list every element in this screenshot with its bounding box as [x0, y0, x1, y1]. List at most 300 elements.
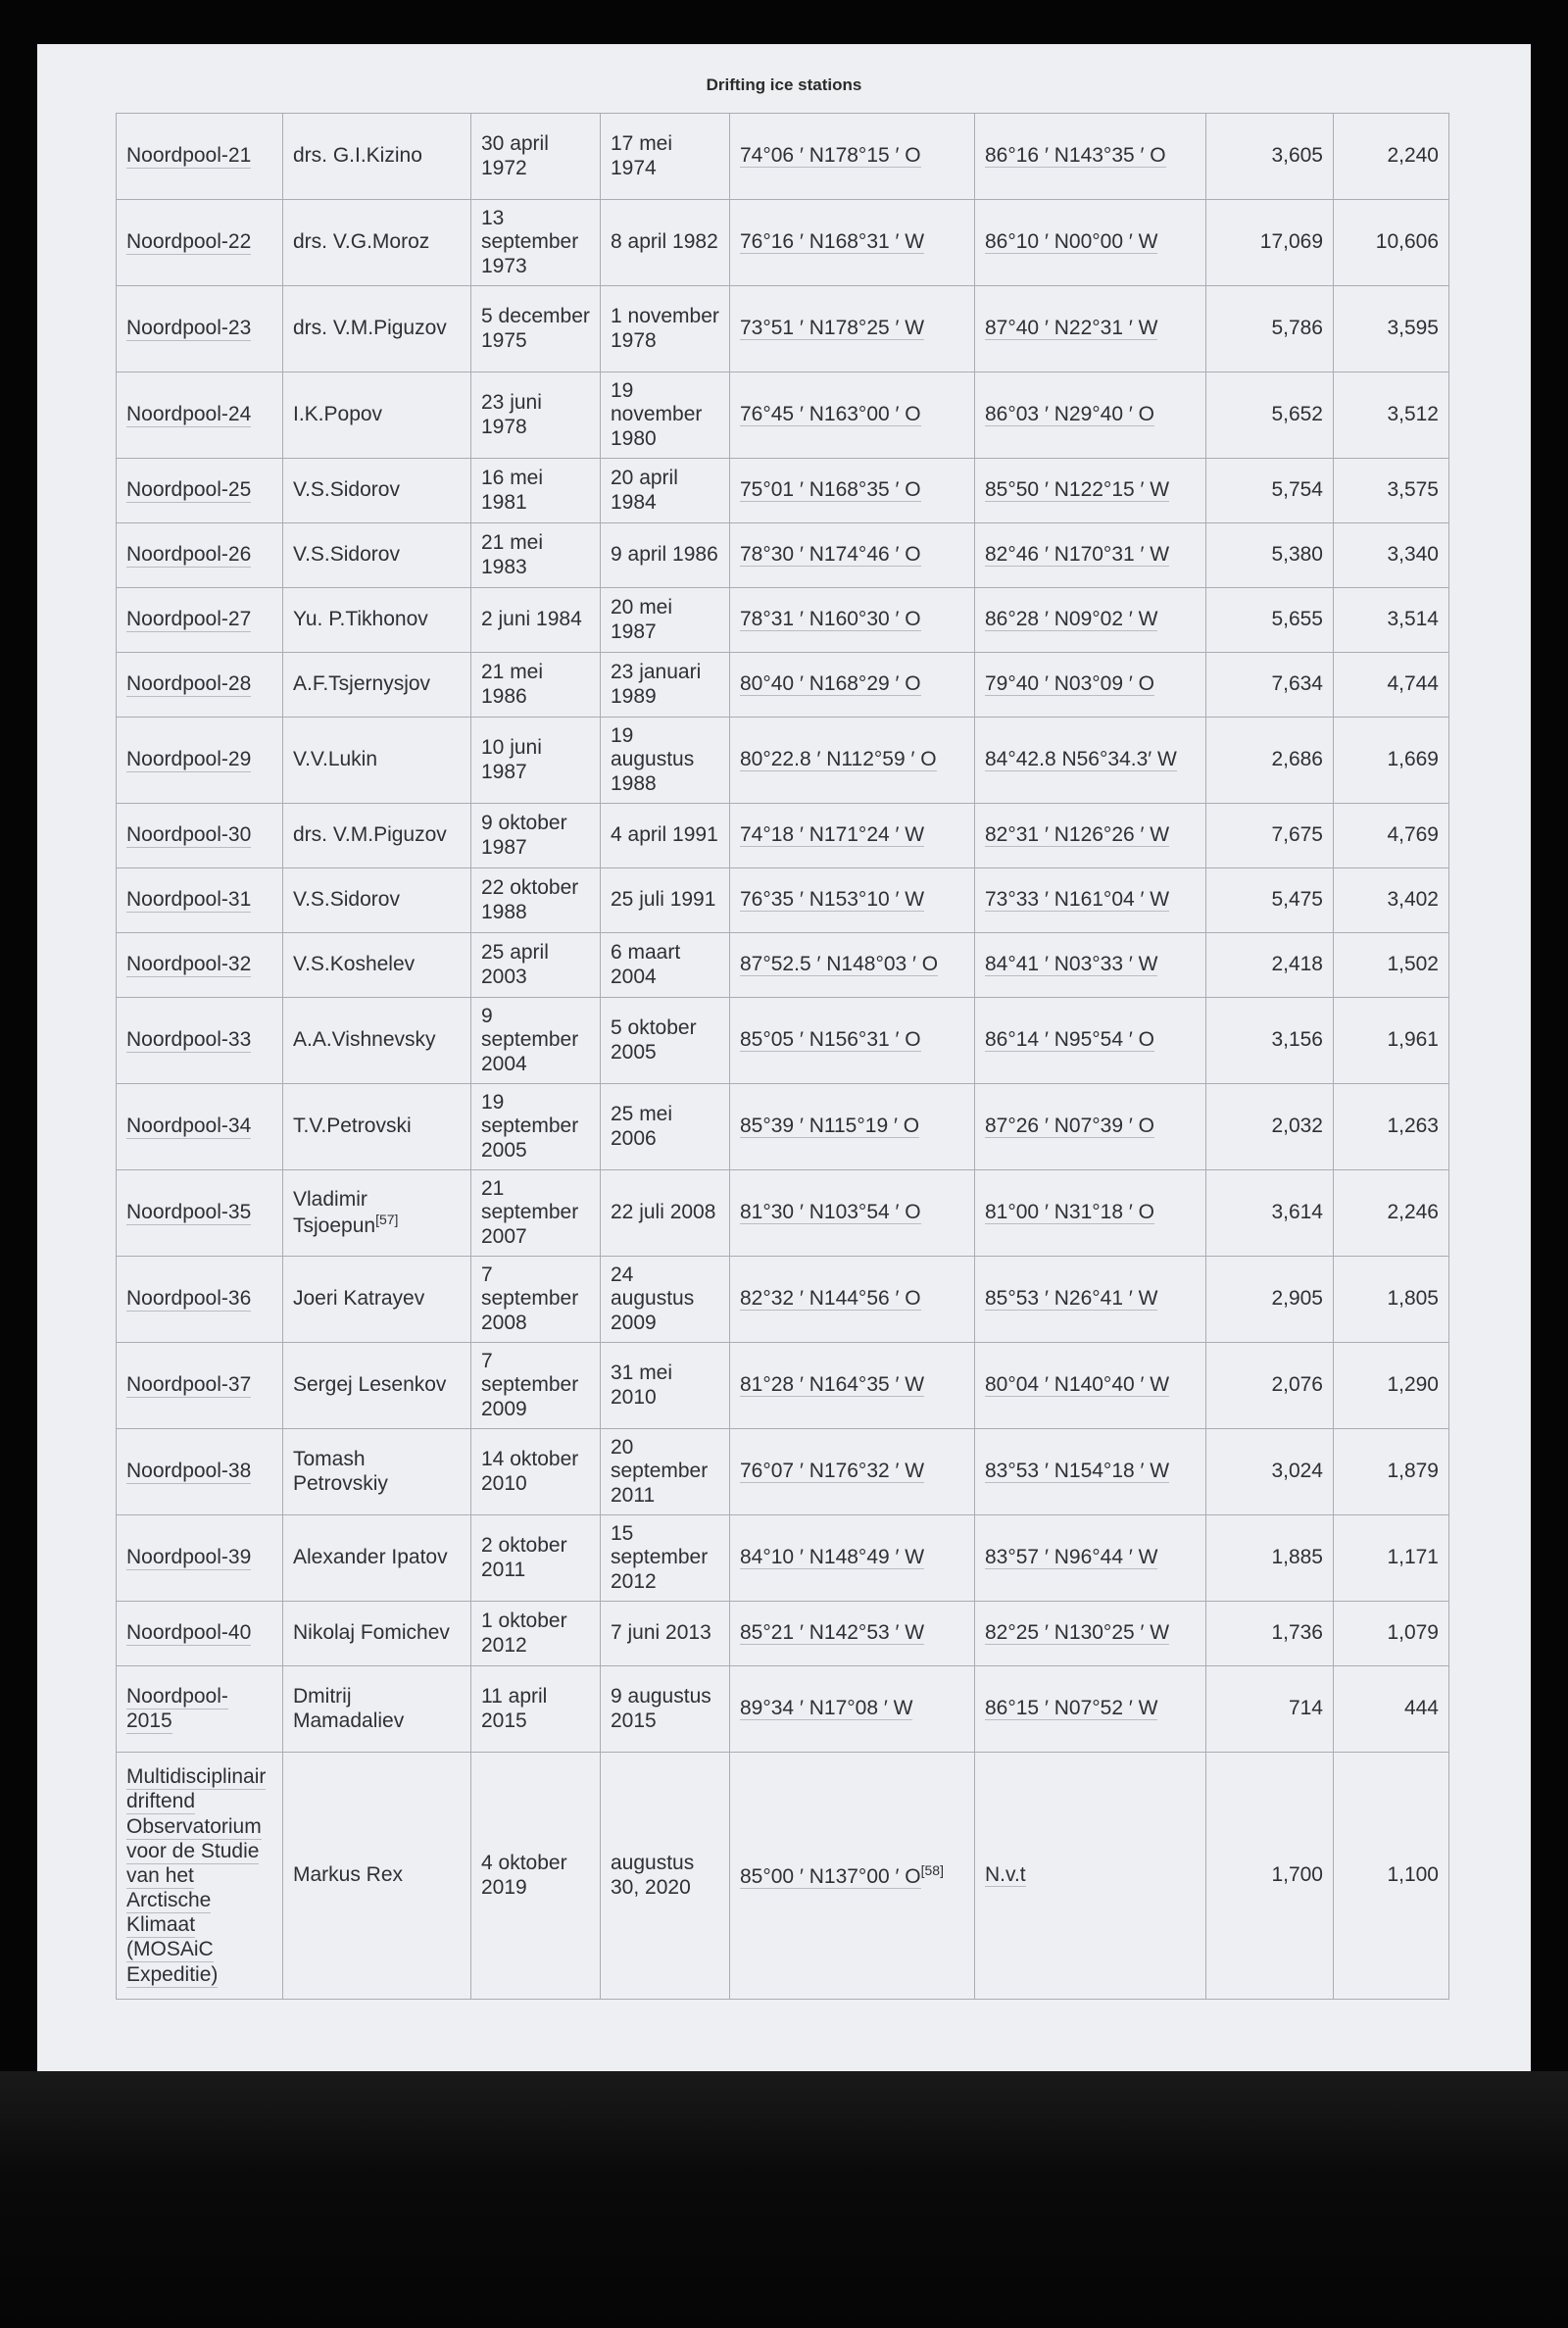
start-position-cell	[730, 1170, 975, 1257]
end-position-link[interactable]: 84°42.8 N56°34.3′ W	[985, 748, 1177, 771]
start-date-cell: 25 april 2003	[481, 941, 549, 988]
start-position-cell	[730, 523, 975, 588]
start-position-link[interactable]: 76°35 ′ N153°10 ′ W	[740, 888, 925, 912]
station-name-cell	[117, 804, 283, 868]
end-date-cell: 23 januari 1989	[611, 661, 702, 708]
station-name-cell	[117, 1602, 283, 1666]
start-position-link[interactable]: 76°07 ′ N176°32 ′ W	[740, 1460, 925, 1483]
leader-cell	[283, 1257, 471, 1343]
end-position-link[interactable]: 87°40 ′ N22°31 ′ W	[985, 317, 1158, 340]
station-name-cell	[117, 998, 283, 1084]
end-position-cell	[975, 1515, 1206, 1602]
leader-cell	[283, 459, 471, 523]
end-date-cell	[601, 200, 730, 286]
end-position-link[interactable]: 83°57 ′ N96°44 ′ W	[985, 1546, 1158, 1569]
end-date-cell	[601, 1343, 730, 1429]
distance-mi-cell	[1334, 868, 1449, 933]
station-name-cell	[117, 933, 283, 998]
distance-km-cell	[1206, 523, 1334, 588]
start-date-cell: 19 september 2005	[481, 1091, 579, 1162]
end-position-link[interactable]: 86°10 ′ N00°00 ′ W	[985, 230, 1158, 254]
end-position-link[interactable]: N.v.t	[985, 1863, 1026, 1887]
end-position-cell	[975, 1084, 1206, 1170]
start-position-cell	[730, 114, 975, 200]
start-position-cell	[730, 933, 975, 998]
leader-cell: V.V.Lukin	[293, 748, 378, 771]
leader-cell: drs. V.M.Piguzov	[293, 317, 447, 340]
distance-mi-cell: 1,171	[1387, 1546, 1439, 1569]
start-date-cell: 30 april 1972	[481, 132, 549, 179]
end-position-cell	[975, 868, 1206, 933]
leader-cell	[283, 1753, 471, 2000]
start-date-cell	[471, 459, 601, 523]
start-position-link[interactable]: 78°31 ′ N160°30 ′ O	[740, 608, 921, 631]
leader-cell	[283, 1602, 471, 1666]
station-name-cell	[117, 653, 283, 718]
start-date-cell: 21 mei 1986	[481, 661, 544, 708]
distance-km-cell	[1206, 1515, 1334, 1602]
leader-cell	[283, 1666, 471, 1753]
end-position-link[interactable]: 82°25 ′ N130°25 ′ W	[985, 1621, 1170, 1645]
leader-cell: I.K.Popov	[293, 403, 383, 426]
start-date-cell: 4 oktober 2019	[481, 1852, 567, 1899]
leader-cell	[283, 1084, 471, 1170]
table-row	[117, 1515, 1449, 1602]
distance-km-cell: 2,076	[1271, 1373, 1323, 1397]
distance-km-cell: 5,655	[1271, 608, 1323, 631]
distance-km-cell	[1206, 1343, 1334, 1429]
leader-cell: V.S.Sidorov	[293, 543, 400, 567]
station-name-cell	[117, 1343, 283, 1429]
start-position-link[interactable]: 85°39 ′ N115°19 ′ O	[740, 1114, 920, 1138]
start-date-cell: 16 mei 1981	[481, 467, 544, 514]
start-position-link[interactable]: 76°45 ′ N163°00 ′ O	[740, 403, 921, 426]
leader-cell	[283, 1170, 471, 1257]
distance-mi-cell: 3,514	[1387, 608, 1439, 631]
leader-cell	[283, 1343, 471, 1429]
start-position-link[interactable]: 87°52.5 ′ N148°03 ′ O	[740, 953, 939, 976]
leader-cell: A.A.Vishnevsky	[293, 1028, 436, 1052]
leader-cell: Markus Rex	[293, 1863, 404, 1887]
start-position-cell	[730, 868, 975, 933]
leader-cell: Yu. P.Tikhonov	[293, 608, 428, 631]
table-row	[117, 286, 1449, 372]
station-name-cell	[117, 1084, 283, 1170]
leader-cell	[283, 588, 471, 653]
distance-mi-cell	[1334, 114, 1449, 200]
start-position-link[interactable]: 89°34 ′ N17°08 ′ W	[740, 1697, 913, 1720]
end-position-link[interactable]: 87°26 ′ N07°39 ′ O	[985, 1114, 1154, 1138]
leader-cell	[283, 653, 471, 718]
distance-mi-cell	[1334, 804, 1449, 868]
start-date-cell	[471, 372, 601, 459]
distance-mi-cell: 2,240	[1387, 144, 1439, 168]
distance-mi-cell: 1,502	[1387, 953, 1439, 976]
distance-mi-cell	[1334, 1084, 1449, 1170]
start-date-cell	[471, 1429, 601, 1515]
table-row	[117, 114, 1449, 200]
distance-km-cell: 3,605	[1271, 144, 1323, 168]
station-name-cell	[117, 1515, 283, 1602]
start-position-link[interactable]: 74°18 ′ N171°24 ′ W	[740, 823, 925, 847]
distance-mi-cell: 4,744	[1387, 672, 1439, 696]
start-date-cell	[471, 1343, 601, 1429]
distance-km-cell	[1206, 1170, 1334, 1257]
start-date-cell	[471, 1170, 601, 1257]
end-position-cell	[975, 933, 1206, 998]
start-date-cell: 2 juni 1984	[481, 608, 582, 631]
end-date-cell	[601, 1429, 730, 1515]
end-position-link[interactable]: 80°04 ′ N140°40 ′ W	[985, 1373, 1170, 1397]
distance-km-cell: 5,786	[1271, 317, 1323, 340]
distance-km-cell	[1206, 804, 1334, 868]
start-position-cell	[730, 1429, 975, 1515]
start-position-cell	[730, 588, 975, 653]
end-date-cell	[601, 114, 730, 200]
start-date-cell	[471, 286, 601, 372]
station-name-cell	[117, 718, 283, 804]
end-date-cell: 9 april 1986	[611, 543, 718, 567]
end-position-link[interactable]: 82°46 ′ N170°31 ′ W	[985, 543, 1170, 567]
distance-km-cell: 5,754	[1271, 478, 1323, 502]
start-position-cell	[730, 653, 975, 718]
start-date-cell: 7 september 2008	[481, 1263, 579, 1334]
distance-km-cell	[1206, 718, 1334, 804]
start-position-link[interactable]: 85°05 ′ N156°31 ′ O	[740, 1028, 921, 1052]
distance-mi-cell: 1,805	[1387, 1287, 1439, 1311]
end-position-link[interactable]: 86°28 ′ N09°02 ′ W	[985, 608, 1158, 631]
end-position-cell	[975, 372, 1206, 459]
distance-mi-cell: 10,606	[1375, 230, 1439, 254]
start-date-cell	[471, 1666, 601, 1753]
station-name-link[interactable]: Noordpool-33	[126, 1028, 252, 1052]
distance-km-cell: 7,634	[1271, 672, 1323, 696]
distance-mi-cell	[1334, 1515, 1449, 1602]
distance-km-cell: 1,700	[1271, 1863, 1323, 1887]
reference-link[interactable]: [58]	[920, 1861, 944, 1878]
station-name-link[interactable]: Noordpool-24	[126, 403, 252, 426]
start-date-cell	[471, 653, 601, 718]
table-row	[117, 372, 1449, 459]
end-position-cell	[975, 1602, 1206, 1666]
station-name-cell	[117, 1666, 283, 1753]
table-row	[117, 1753, 1449, 2000]
station-name-link[interactable]: Noordpool-35	[126, 1201, 252, 1224]
leader-cell: Vladimir Tsjoepun	[293, 1187, 376, 1237]
start-position-link[interactable]: 74°06 ′ N178°15 ′ O	[740, 144, 921, 168]
start-position-link[interactable]: 80°22.8 ′ N112°59 ′ O	[740, 748, 937, 771]
distance-km-cell: 3,024	[1271, 1460, 1323, 1483]
distance-mi-cell: 3,575	[1387, 478, 1439, 502]
station-name-link[interactable]: Noordpool-37	[126, 1373, 252, 1397]
start-position-link[interactable]: 75°01 ′ N168°35 ′ O	[740, 478, 921, 502]
distance-km-cell	[1206, 459, 1334, 523]
distance-mi-cell	[1334, 933, 1449, 998]
station-name-cell	[117, 1257, 283, 1343]
station-name-link[interactable]: Noordpool-27	[126, 608, 252, 631]
end-position-cell	[975, 1666, 1206, 1753]
distance-km-cell	[1206, 286, 1334, 372]
distance-mi-cell	[1334, 998, 1449, 1084]
distance-mi-cell	[1334, 372, 1449, 459]
distance-mi-cell	[1334, 653, 1449, 718]
start-position-link[interactable]: 80°40 ′ N168°29 ′ O	[740, 672, 921, 696]
distance-mi-cell	[1334, 286, 1449, 372]
station-name-cell	[117, 114, 283, 200]
start-position-cell	[730, 459, 975, 523]
end-date-cell	[601, 653, 730, 718]
distance-km-cell: 2,686	[1271, 748, 1323, 771]
table-row	[117, 1666, 1449, 1753]
distance-km-cell	[1206, 998, 1334, 1084]
distance-mi-cell: 3,402	[1387, 888, 1439, 912]
leader-cell: Nikolaj Fomichev	[293, 1621, 450, 1645]
start-position-cell	[730, 200, 975, 286]
distance-mi-cell: 2,246	[1387, 1201, 1439, 1224]
station-name-link[interactable]: Noordpool-23	[126, 317, 252, 340]
leader-cell	[283, 804, 471, 868]
end-position-link[interactable]: 85°53 ′ N26°41 ′ W	[985, 1287, 1158, 1311]
end-date-cell	[601, 998, 730, 1084]
start-date-cell: 11 april 2015	[481, 1685, 548, 1732]
station-name-link[interactable]: Noordpool-38	[126, 1460, 252, 1483]
end-date-cell	[601, 588, 730, 653]
distance-km-cell	[1206, 1429, 1334, 1515]
start-position-link[interactable]: 82°32 ′ N144°56 ′ O	[740, 1287, 921, 1311]
end-date-cell: 22 juli 2008	[611, 1201, 716, 1224]
distance-mi-cell: 3,340	[1387, 543, 1439, 567]
table-row	[117, 1429, 1449, 1515]
distance-km-cell	[1206, 868, 1334, 933]
start-position-link[interactable]: 78°30 ′ N174°46 ′ O	[740, 543, 921, 567]
start-date-cell: 21 mei 1983	[481, 531, 544, 578]
leader-cell: Sergej Lesenkov	[293, 1373, 447, 1397]
distance-km-cell: 5,475	[1271, 888, 1323, 912]
end-date-cell	[601, 1084, 730, 1170]
end-position-link[interactable]: 86°16 ′ N143°35 ′ O	[985, 144, 1166, 168]
end-position-cell	[975, 998, 1206, 1084]
station-name-link[interactable]: Noordpool-22	[126, 230, 252, 254]
table-row	[117, 653, 1449, 718]
leader-cell	[283, 286, 471, 372]
end-position-link[interactable]: 82°31 ′ N126°26 ′ W	[985, 823, 1170, 847]
distance-mi-cell: 1,263	[1387, 1114, 1439, 1138]
leader-cell	[283, 523, 471, 588]
end-position-link[interactable]: 86°15 ′ N07°52 ′ W	[985, 1697, 1158, 1720]
table-row	[117, 200, 1449, 286]
distance-mi-cell	[1334, 1753, 1449, 2000]
distance-mi-cell: 3,595	[1387, 317, 1439, 340]
start-position-link[interactable]: 84°10 ′ N148°49 ′ W	[740, 1546, 925, 1569]
end-date-cell	[601, 1753, 730, 2000]
station-name-cell	[117, 372, 283, 459]
station-name-link[interactable]: Noordpool-32	[126, 953, 252, 976]
end-date-cell	[601, 1170, 730, 1257]
leader-cell	[283, 868, 471, 933]
station-name-link[interactable]: Noordpool-25	[126, 478, 252, 502]
distance-mi-cell: 1,669	[1387, 748, 1439, 771]
end-date-cell: 25 juli 1991	[611, 888, 716, 912]
start-date-cell	[471, 1602, 601, 1666]
start-date-cell	[471, 114, 601, 200]
station-name-link[interactable]: Noordpool-29	[126, 748, 252, 771]
end-position-link[interactable]: 85°50 ′ N122°15 ′ W	[985, 478, 1170, 502]
end-date-cell: 15 september 2012	[611, 1522, 709, 1593]
leader-cell: V.S.Sidorov	[293, 888, 400, 912]
end-position-cell	[975, 588, 1206, 653]
station-name-cell	[117, 1429, 283, 1515]
table-row	[117, 1343, 1449, 1429]
station-name-cell	[117, 1170, 283, 1257]
distance-mi-cell: 1,079	[1387, 1621, 1439, 1645]
distance-mi-cell	[1334, 588, 1449, 653]
end-date-cell: 5 oktober 2005	[611, 1016, 697, 1064]
end-position-cell	[975, 653, 1206, 718]
end-date-cell: 4 april 1991	[611, 823, 718, 847]
end-position-link[interactable]: 86°03 ′ N29°40 ′ O	[985, 403, 1154, 426]
station-name-link[interactable]: Noordpool-39	[126, 1546, 252, 1569]
distance-mi-cell	[1334, 1429, 1449, 1515]
distance-km-cell: 17,069	[1259, 230, 1323, 254]
leader-cell	[283, 114, 471, 200]
end-date-cell: 8 april 1982	[611, 230, 718, 254]
station-name-link[interactable]: Noordpool-28	[126, 672, 252, 696]
station-name-link[interactable]: Noordpool-31	[126, 888, 252, 912]
distance-mi-cell: 1,100	[1387, 1863, 1439, 1887]
start-position-link[interactable]: 85°00 ′ N137°00 ′ O	[740, 1864, 921, 1888]
end-position-cell	[975, 114, 1206, 200]
start-position-cell	[730, 1515, 975, 1602]
distance-km-cell: 714	[1288, 1697, 1323, 1720]
distance-km-cell: 2,905	[1271, 1287, 1323, 1311]
leader-cell: V.S.Sidorov	[293, 478, 400, 502]
distance-km-cell: 7,675	[1271, 823, 1323, 847]
start-position-cell	[730, 1753, 975, 2000]
table-body	[117, 114, 1449, 2000]
start-date-cell	[471, 718, 601, 804]
table-row	[117, 804, 1449, 868]
end-position-link[interactable]: 86°14 ′ N95°54 ′ O	[985, 1028, 1154, 1052]
start-date-cell: 9 oktober 1987	[481, 812, 567, 859]
distance-km-cell: 2,032	[1271, 1114, 1323, 1138]
leader-cell: Tomash Petrovskiy	[293, 1448, 388, 1495]
end-position-cell	[975, 1170, 1206, 1257]
end-date-cell: augustus 30, 2020	[611, 1852, 695, 1899]
end-position-cell	[975, 286, 1206, 372]
page-title: Drifting ice stations	[706, 75, 862, 94]
station-name-link[interactable]: Noordpool-34	[126, 1114, 252, 1138]
distance-km-cell: 3,156	[1271, 1028, 1323, 1052]
end-position-cell	[975, 1429, 1206, 1515]
start-date-cell: 23 juni 1978	[481, 391, 542, 438]
leader-cell	[283, 998, 471, 1084]
end-date-cell	[601, 718, 730, 804]
table-row	[117, 588, 1449, 653]
end-position-link[interactable]: 73°33 ′ N161°04 ′ W	[985, 888, 1170, 912]
table-row	[117, 998, 1449, 1084]
start-position-cell	[730, 372, 975, 459]
start-position-link[interactable]: 73°51 ′ N178°25 ′ W	[740, 317, 925, 340]
distance-km-cell	[1206, 1666, 1334, 1753]
table-row	[117, 868, 1449, 933]
start-position-link[interactable]: 85°21 ′ N142°53 ′ W	[740, 1621, 925, 1645]
end-position-link[interactable]: 83°53 ′ N154°18 ′ W	[985, 1460, 1170, 1483]
distance-mi-cell	[1334, 523, 1449, 588]
station-name-link[interactable]: Noordpool-30	[126, 823, 252, 847]
end-date-cell: 24 augustus 2009	[611, 1263, 695, 1334]
start-date-cell	[471, 998, 601, 1084]
start-position-link[interactable]: 81°28 ′ N164°35 ′ W	[740, 1373, 925, 1397]
leader-cell	[283, 200, 471, 286]
distance-mi-cell	[1334, 200, 1449, 286]
end-date-cell: 20 september 2011	[611, 1436, 709, 1507]
start-date-cell: 9 september 2004	[481, 1005, 579, 1075]
station-name-cell	[117, 523, 283, 588]
leader-cell: V.S.Koshelev	[293, 953, 416, 976]
distance-mi-cell	[1334, 1602, 1449, 1666]
end-position-cell	[975, 1343, 1206, 1429]
start-date-cell	[471, 588, 601, 653]
start-date-cell	[471, 933, 601, 998]
station-name-cell	[117, 200, 283, 286]
start-date-cell: 10 juni 1987	[481, 736, 542, 783]
table-row	[117, 1602, 1449, 1666]
start-date-cell: 14 oktober 2010	[481, 1448, 579, 1495]
table-row	[117, 523, 1449, 588]
table-row	[117, 1084, 1449, 1170]
start-position-link[interactable]: 76°16 ′ N168°31 ′ W	[740, 230, 925, 254]
station-name-cell	[117, 459, 283, 523]
start-position-cell	[730, 1666, 975, 1753]
station-name-link[interactable]: Multidisciplinair driftend Observatorium voor de Studie van het Arctische Klimaat (MOSAiC Expeditie)	[126, 1765, 267, 1986]
start-date-cell	[471, 1515, 601, 1602]
station-name-link[interactable]: Noordpool-26	[126, 543, 252, 567]
start-date-cell	[471, 523, 601, 588]
end-date-cell: 9 augustus 2015	[611, 1685, 711, 1732]
start-position-link[interactable]: 81°30 ′ N103°54 ′ O	[740, 1201, 921, 1224]
end-position-cell	[975, 200, 1206, 286]
distance-mi-cell: 1,290	[1387, 1373, 1439, 1397]
end-date-cell	[601, 459, 730, 523]
table-row	[117, 718, 1449, 804]
station-name-link[interactable]: Noordpool-40	[126, 1621, 252, 1645]
start-date-cell: 22 oktober 1988	[481, 876, 579, 923]
start-position-cell	[730, 1257, 975, 1343]
station-name-link[interactable]: Noordpool-2015	[126, 1685, 228, 1732]
station-name-link[interactable]: Noordpool-21	[126, 144, 252, 168]
distance-km-cell	[1206, 1084, 1334, 1170]
station-name-link[interactable]: Noordpool-36	[126, 1287, 252, 1311]
distance-km-cell	[1206, 372, 1334, 459]
reference-link[interactable]: [57]	[375, 1212, 399, 1227]
start-date-cell	[471, 804, 601, 868]
end-date-cell: 20 mei 1987	[611, 596, 673, 643]
end-date-cell: 19 november 1980	[611, 379, 703, 450]
end-position-link[interactable]: 84°41 ′ N03°33 ′ W	[985, 953, 1158, 976]
end-date-cell: 17 mei 1974	[611, 132, 673, 179]
station-name-cell	[117, 1753, 283, 2000]
start-position-cell	[730, 1084, 975, 1170]
end-position-link[interactable]: 81°00 ′ N31°18 ′ O	[985, 1201, 1154, 1224]
table-row	[117, 1257, 1449, 1343]
leader-cell	[283, 718, 471, 804]
table-row	[117, 459, 1449, 523]
start-date-cell: 7 september 2009	[481, 1350, 579, 1420]
end-position-link[interactable]: 79°40 ′ N03°09 ′ O	[985, 672, 1154, 696]
start-position-cell	[730, 1343, 975, 1429]
start-date-cell: 13 september 1973	[481, 207, 579, 277]
end-date-cell: 1 november 1978	[611, 305, 719, 352]
